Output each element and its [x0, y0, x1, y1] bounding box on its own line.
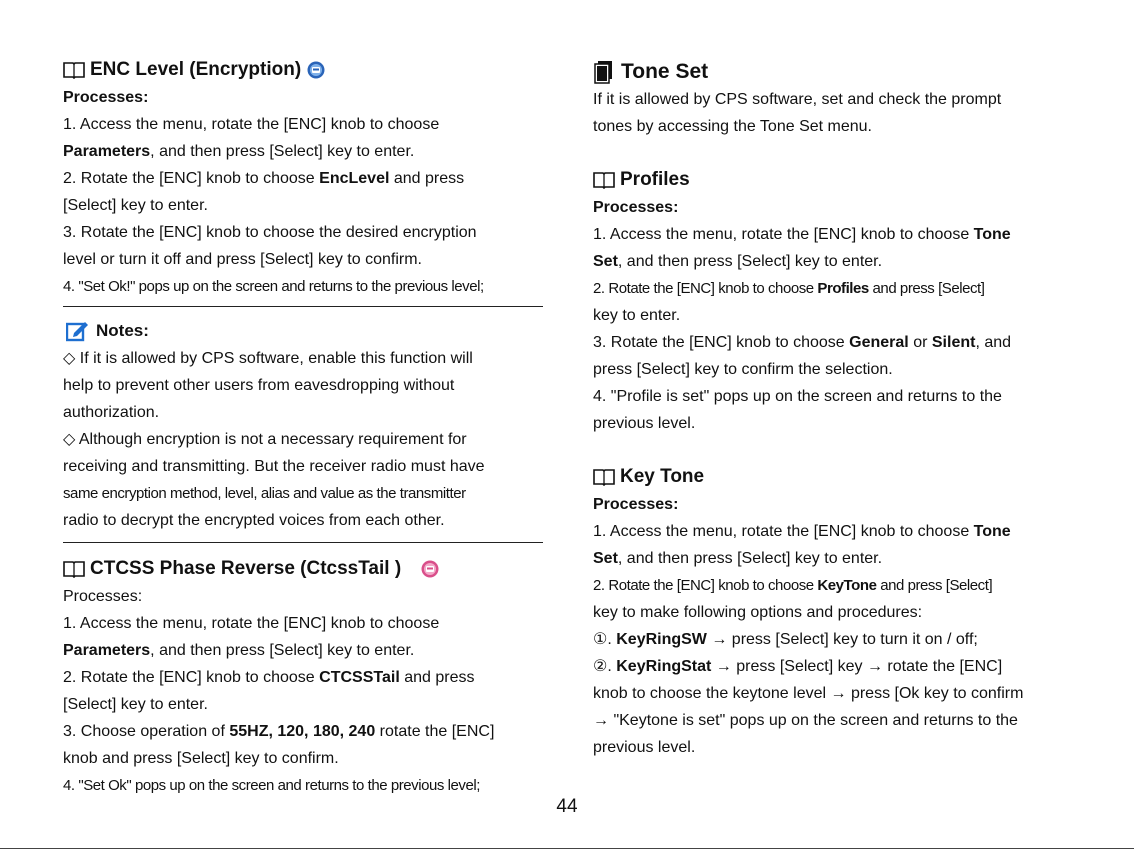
text-line [63, 219, 543, 246]
bold-term: KeyRingSW [616, 631, 707, 648]
text-run: level or turn it off and press [Select] key to confirm. [63, 251, 422, 268]
text-run: , and then press [Select] key to enter. [150, 143, 415, 160]
text-run: press [Select] key to confirm the selection. [593, 361, 893, 378]
enc-title: ENC Level (Encryption) [90, 59, 302, 80]
notes-title: Notes: [96, 321, 149, 340]
text-line [593, 410, 1078, 437]
notes-lines [63, 345, 543, 534]
toneset-title: Tone Set [621, 60, 709, 83]
text-run: , and [975, 334, 1012, 351]
text-run: 3. Rotate the [ENC] knob to choose [593, 334, 850, 351]
text-run: radio to decrypt the encrypted voices from each other. [63, 512, 445, 529]
text-line [63, 192, 543, 219]
text-line [593, 545, 1078, 572]
text-run: 1. Access the menu, rotate the [ENC] knob to choose [63, 116, 440, 133]
footer-divider [0, 848, 1134, 849]
text-run: knob and press [Select] key to confirm. [63, 750, 339, 767]
bold-term: KeyRingStat [616, 658, 712, 675]
bold-term: KeyTone [817, 577, 877, 594]
bold-term: Set [593, 253, 618, 270]
bold-term: Parameters [63, 143, 151, 160]
text-run: → press [Select] key to turn it on / off; [706, 631, 978, 648]
text-run: and press [Select] [868, 280, 985, 297]
left-column [63, 56, 543, 799]
text-run: 2. Rotate the [ENC] knob to choose [593, 577, 818, 594]
text-line [593, 734, 1078, 761]
profiles-title: Profiles [620, 169, 690, 190]
text-line [63, 138, 543, 165]
text-line [593, 599, 1078, 626]
text-line [63, 637, 543, 664]
text-line [593, 356, 1078, 383]
book-icon [593, 171, 615, 189]
enc-steps [63, 111, 543, 300]
keytone-steps [593, 518, 1078, 761]
text-line [63, 664, 543, 691]
text-line [63, 273, 543, 300]
book-icon [593, 468, 615, 486]
keytone-title: Key Tone [620, 466, 705, 487]
text-line [593, 221, 1078, 248]
bold-term: Tone [973, 226, 1011, 243]
text-line [63, 718, 543, 745]
bold-term: Parameters [63, 642, 151, 659]
text-line [593, 248, 1078, 275]
text-run: If it is allowed by CPS software, set and check the prompt [593, 91, 1002, 108]
profiles-processes-label: Processes: [593, 199, 679, 216]
text-line [593, 518, 1078, 545]
text-line [593, 626, 1078, 653]
ctcss-section-heading [63, 555, 543, 583]
text-run: 3. Choose operation of [63, 723, 230, 740]
text-line [593, 653, 1078, 680]
text-run: previous level. [593, 415, 696, 432]
text-run: 4. "Set Ok" pops up on the screen and returns to the previous level; [63, 777, 480, 794]
divider [63, 542, 543, 543]
spacer [593, 437, 1078, 463]
radio-badge-icon [421, 560, 439, 578]
text-run: ◇ Although encryption is not a necessary requirement for [63, 431, 467, 448]
keytone-processes-label: Processes: [593, 496, 679, 513]
book-icon [63, 560, 85, 578]
edit-note-icon [66, 320, 90, 342]
text-run: [Select] key to enter. [63, 197, 208, 214]
text-line [593, 86, 1078, 113]
text-run: previous level. [593, 739, 696, 756]
toneset-section-heading [593, 58, 1078, 86]
text-line [593, 383, 1078, 410]
text-line [593, 572, 1078, 599]
bold-term: Tone [973, 523, 1011, 540]
text-run: and press [389, 170, 465, 187]
text-line [63, 426, 543, 453]
text-line [63, 691, 543, 718]
ctcss-title: CTCSS Phase Reverse (CtcssTail ) [90, 558, 402, 579]
keytone-section-heading [593, 463, 1078, 491]
text-line [63, 345, 543, 372]
text-run: and press [Select] [876, 577, 993, 594]
enc-processes-label: Processes: [63, 89, 149, 106]
page-number: 44 [556, 796, 578, 817]
text-line [63, 246, 543, 273]
text-run: receiving and transmitting. But the receiver radio must have [63, 458, 485, 475]
text-run: , and then press [Select] key to enter. [617, 550, 883, 567]
text-line [593, 302, 1078, 329]
profiles-section-heading [593, 166, 1078, 194]
ctcss-steps [63, 610, 543, 799]
text-line [63, 399, 543, 426]
profiles-steps [593, 221, 1078, 437]
text-run: 3. Rotate the [ENC] knob to choose the desired encryption [63, 224, 477, 241]
text-run: , and then press [Select] key to enter. [150, 642, 415, 659]
text-run: 1. Access the menu, rotate the [ENC] knob to choose [593, 523, 974, 540]
text-run: key to enter. [593, 307, 681, 324]
divider [63, 306, 543, 307]
text-run: [Select] key to enter. [63, 696, 208, 713]
text-run: tones by accessing the Tone Set menu. [593, 118, 872, 135]
text-run: 4. "Profile is set" pops up on the screen and returns to the [593, 388, 1002, 405]
text-run: or [908, 334, 932, 351]
notes-heading [66, 317, 543, 345]
text-run: , and then press [Select] key to enter. [617, 253, 883, 270]
text-run: ②. [593, 658, 617, 675]
text-run: ◇ If it is allowed by CPS software, enable this function will [63, 350, 473, 367]
text-line [63, 453, 543, 480]
right-column [593, 56, 1078, 761]
text-run: key to make following options and procedures: [593, 604, 923, 621]
text-line [63, 772, 543, 799]
text-line [63, 480, 543, 507]
bold-term: 55HZ, 120, 180, 240 [229, 723, 376, 740]
text-line [593, 680, 1078, 707]
text-line [63, 610, 543, 637]
document-stack-icon [593, 60, 613, 84]
text-line [63, 745, 543, 772]
radio-badge-icon [307, 61, 325, 79]
enc-section-heading [63, 56, 543, 84]
text-run: knob to choose the keytone level → press [Ok key to confirm [593, 685, 1024, 702]
text-run: → "Keytone is set" pops up on the screen and returns to the [593, 712, 1018, 729]
ctcss-processes-label: Processes: [63, 588, 143, 605]
book-icon [63, 61, 85, 79]
text-run: → press [Select] key → rotate the [ENC] [711, 658, 1003, 675]
text-line [63, 507, 543, 534]
text-run: help to prevent other users from eavesdropping without [63, 377, 455, 394]
bold-term: Profiles [817, 280, 869, 297]
text-line [593, 329, 1078, 356]
text-line [63, 165, 543, 192]
text-line [593, 275, 1078, 302]
text-run: same encryption method, level, alias and value as the transmitter [63, 485, 466, 502]
text-run: authorization. [63, 404, 160, 421]
text-run: rotate the [ENC] [375, 723, 495, 740]
text-run: 2. Rotate the [ENC] knob to choose [63, 669, 320, 686]
text-run: 4. "Set Ok!" pops up on the screen and returns to the previous level; [63, 278, 484, 295]
bold-term: General [849, 334, 909, 351]
bold-term: EncLevel [319, 170, 390, 187]
bold-term: Silent [931, 334, 976, 351]
text-run: 1. Access the menu, rotate the [ENC] knob to choose [63, 615, 440, 632]
text-line [593, 113, 1078, 140]
text-line [63, 111, 543, 138]
text-run: 2. Rotate the [ENC] knob to choose [593, 280, 818, 297]
text-run: and press [399, 669, 475, 686]
text-run: ①. [593, 631, 617, 648]
bold-term: CTCSSTail [319, 669, 400, 686]
text-line [593, 707, 1078, 734]
toneset-lines [593, 86, 1078, 140]
text-line [63, 372, 543, 399]
spacer [593, 140, 1078, 166]
bold-term: Set [593, 550, 618, 567]
text-run: 1. Access the menu, rotate the [ENC] knob to choose [593, 226, 974, 243]
text-run: 2. Rotate the [ENC] knob to choose [63, 170, 320, 187]
